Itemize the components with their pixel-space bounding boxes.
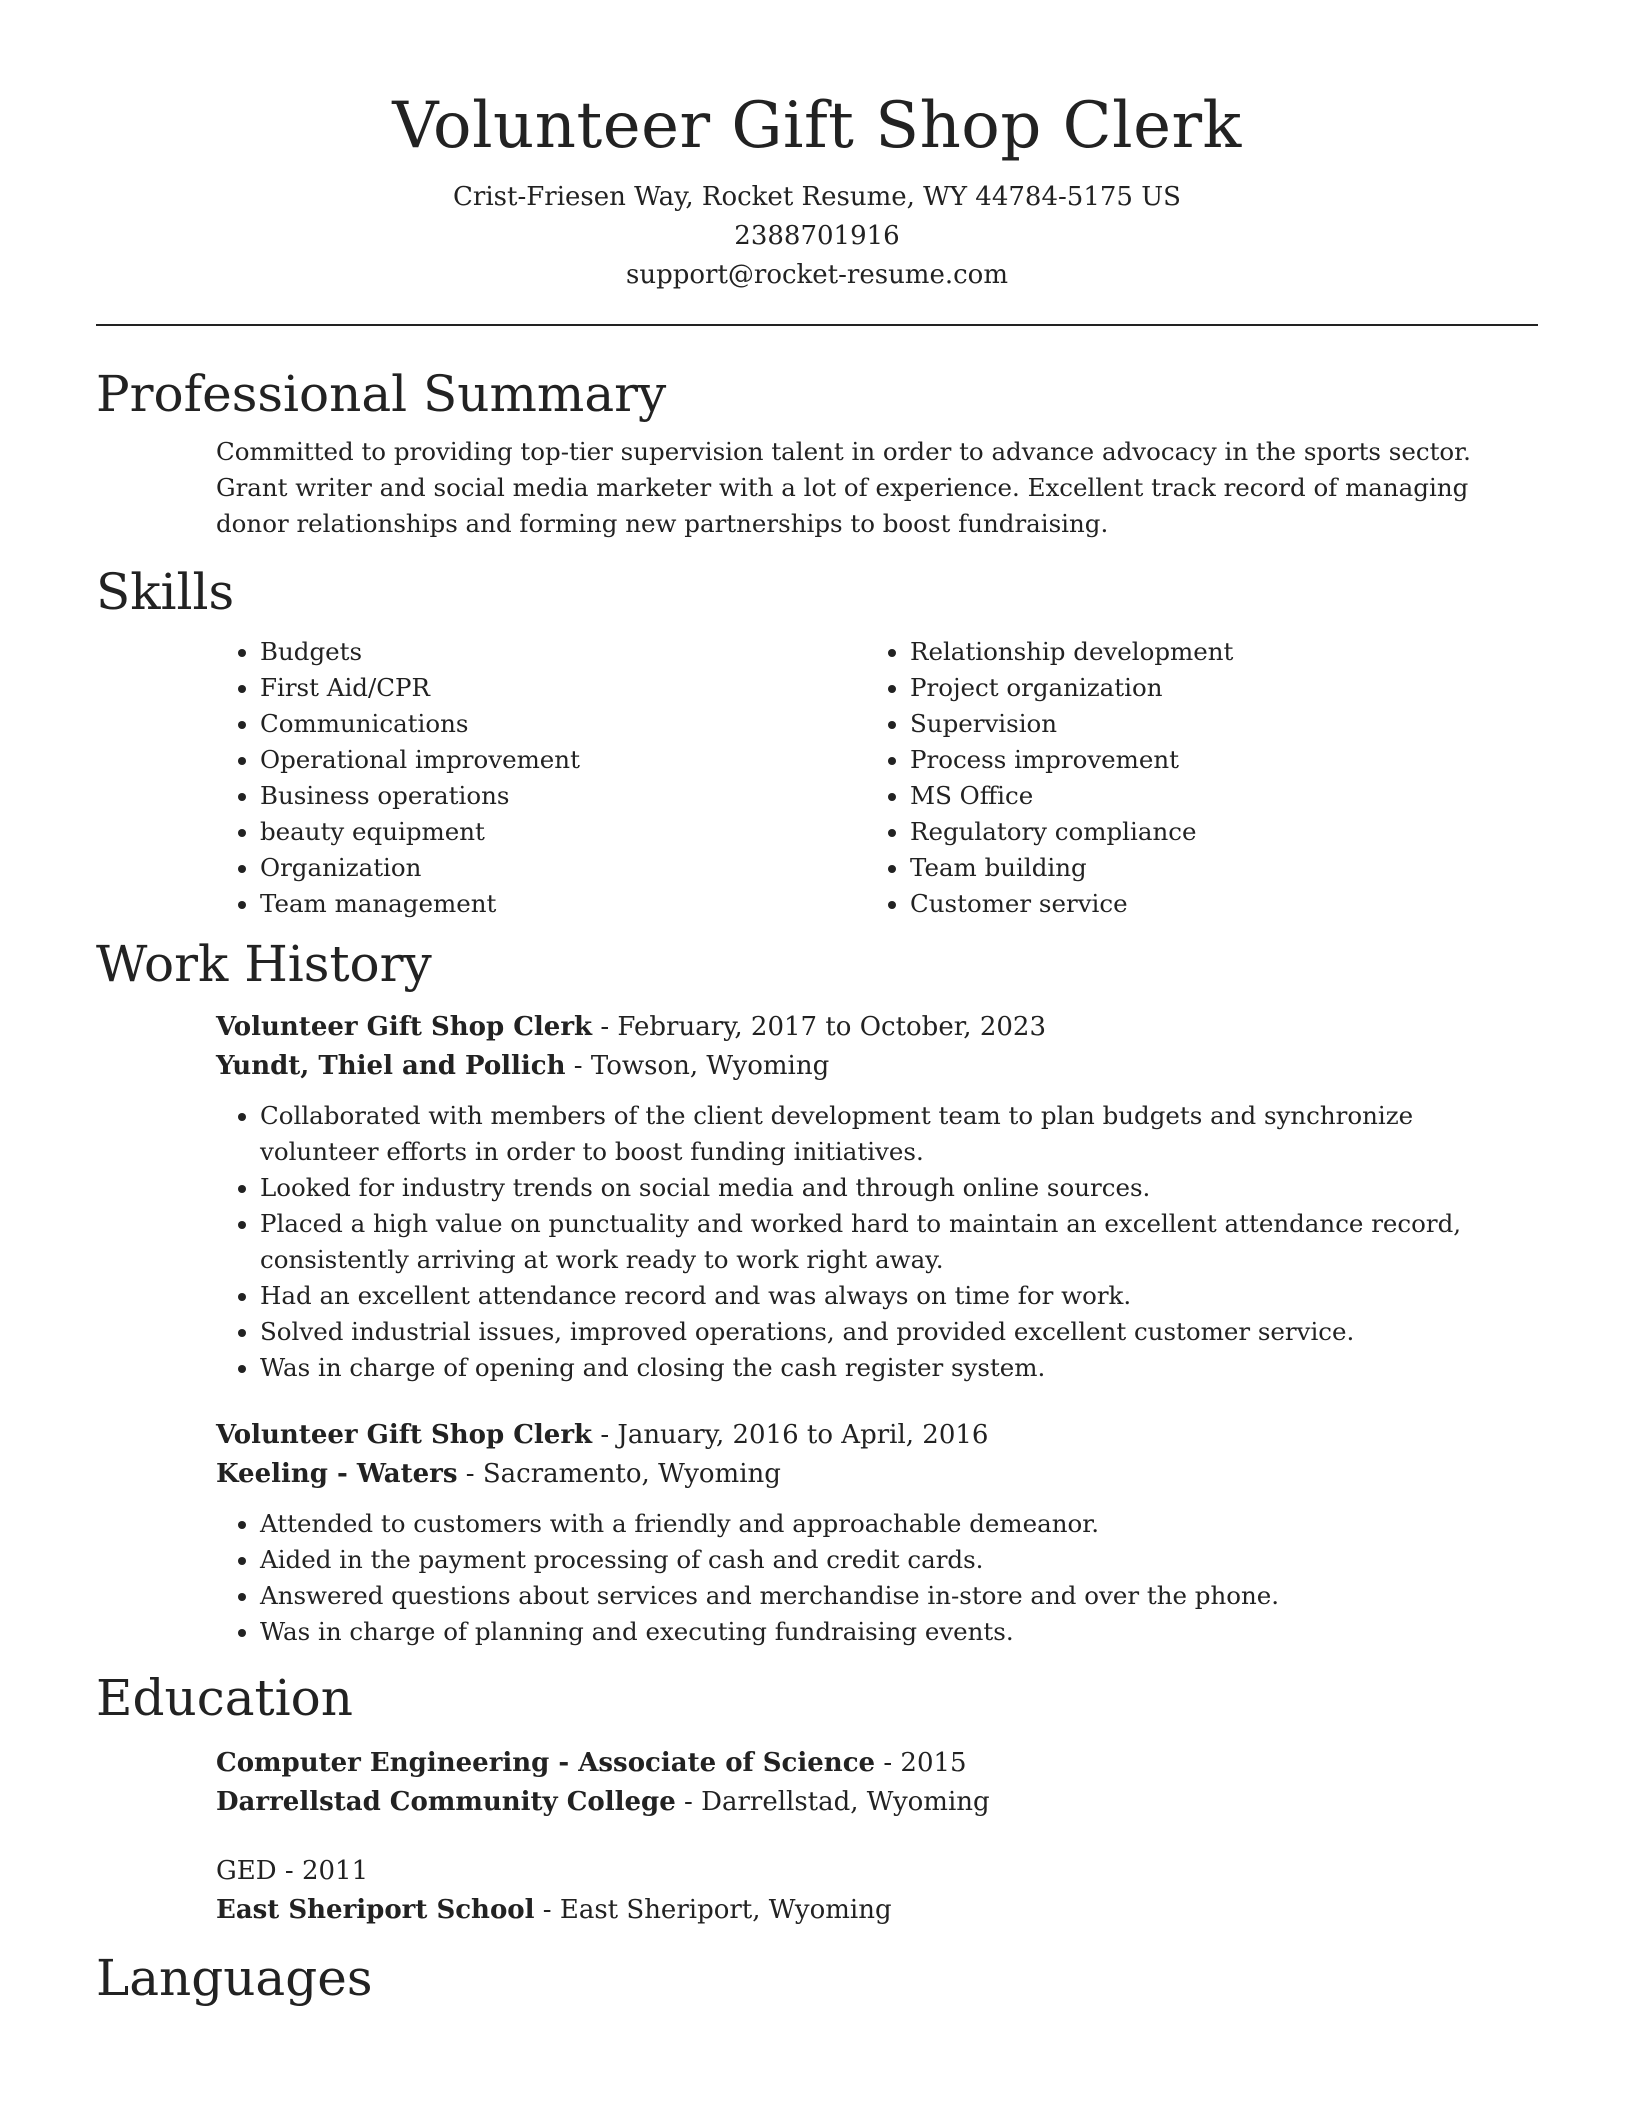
job-company-line: Keeling - Waters - Sacramento, Wyoming [216, 1459, 781, 1489]
job-role: Volunteer Gift Shop Clerk [216, 1420, 593, 1450]
skill-item: • beauty equipment [260, 814, 866, 850]
job-title-line: Volunteer Gift Shop Clerk - February, 2017 to October, 2023 [216, 1012, 1046, 1042]
job-duties [216, 1098, 1516, 1386]
contact-address: Crist-Friesen Way, Rocket Resume, WY 44784-5175 US [453, 182, 1181, 212]
job-company: Keeling - Waters [216, 1459, 458, 1489]
job-location: Sacramento, Wyoming [482, 1459, 781, 1489]
job-dates: January, 2016 to April, 2016 [617, 1420, 989, 1450]
job-entry [216, 1008, 1538, 1386]
education-section [96, 1668, 1538, 1930]
education-year: 2011 [301, 1856, 369, 1886]
education-school: Darrellstad Community College [216, 1787, 676, 1817]
education-location: Darrellstad, Wyoming [701, 1787, 990, 1817]
candidate-name: Volunteer Gift Shop Clerk [392, 89, 1242, 163]
skill-item: • Budgets [260, 634, 866, 670]
contact-phone: 2388701916 [734, 221, 900, 251]
education-degree: GED [216, 1856, 277, 1886]
job-duty: • Aided in the payment processing of cash and credit cards. [260, 1542, 1516, 1578]
skills-section [96, 562, 1538, 922]
education-degree-line: GED - 2011 [216, 1856, 369, 1886]
job-duty: • Placed a high value on punctuality and worked hard to maintain an excellent attendance record, consistently arriving at work ready to work right away. [260, 1206, 1516, 1278]
skill-item: • Relationship development [910, 634, 1510, 670]
job-entry [216, 1416, 1538, 1650]
education-location: East Sheriport, Wyoming [559, 1895, 892, 1925]
skills-list-right [866, 634, 1510, 922]
education-degree-line: Computer Engineering - Associate of Science - 2015 [216, 1748, 967, 1778]
job-location: Towson, Wyoming [590, 1051, 830, 1081]
job-duty: • Attended to customers with a friendly and approachable demeanor. [260, 1506, 1516, 1542]
education-entry [216, 1744, 1538, 1822]
education-school: East Sheriport School [216, 1895, 535, 1925]
skill-item: • First Aid/CPR [260, 670, 866, 706]
job-duty: • Answered questions about services and merchandise in-store and over the phone. [260, 1578, 1516, 1614]
skill-item: • Team building [910, 850, 1510, 886]
skill-item: • Business operations [260, 778, 866, 814]
job-duty: • Solved industrial issues, improved operations, and provided excellent customer service. [260, 1314, 1516, 1350]
job-duty: • Was in charge of opening and closing the cash register system. [260, 1350, 1516, 1386]
education-school-line: East Sheriport School - East Sheriport, Wyoming [216, 1895, 892, 1925]
job-company-line: Yundt, Thiel and Pollich - Towson, Wyoming [216, 1051, 830, 1081]
resume-page [96, 0, 1538, 2008]
summary-heading: Professional Summary [96, 365, 667, 423]
skill-item: • Customer service [910, 886, 1510, 922]
header-divider [96, 324, 1538, 326]
skills-grid [216, 634, 1538, 922]
job-duty: • Looked for industry trends on social media and through online sources. [260, 1170, 1516, 1206]
job-dates: February, 2017 to October, 2023 [617, 1012, 1046, 1042]
education-degree: Computer Engineering - Associate of Science [216, 1748, 876, 1778]
job-duties [216, 1506, 1516, 1650]
skill-item: • MS Office [910, 778, 1510, 814]
skill-item: • Operational improvement [260, 742, 866, 778]
languages-heading: Languages [96, 1949, 373, 2007]
job-duty: • Was in charge of planning and executing fundraising events. [260, 1614, 1516, 1650]
skills-heading: Skills [96, 563, 235, 621]
languages-section [96, 1948, 1538, 2008]
summary-section [96, 364, 1538, 542]
job-company: Yundt, Thiel and Pollich [216, 1051, 566, 1081]
summary-text: Committed to providing top-tier supervision talent in order to advance advocacy in the sports sector. Grant writer and social media marketer with a lot of experience. Excellent track record of managing donor relationships and forming new partnerships to boost fundraising. [216, 437, 1471, 538]
education-heading: Education [96, 1669, 353, 1727]
work-history-heading: Work History [96, 935, 432, 993]
job-title-line: Volunteer Gift Shop Clerk - January, 2016 to April, 2016 [216, 1420, 989, 1450]
job-duty: • Had an excellent attendance record and was always on time for work. [260, 1278, 1516, 1314]
skill-item: • Project organization [910, 670, 1510, 706]
education-year: 2015 [900, 1748, 967, 1778]
contact-info [96, 178, 1538, 295]
skill-item: • Regulatory compliance [910, 814, 1510, 850]
skill-item: • Organization [260, 850, 866, 886]
job-duty: • Collaborated with members of the client development team to plan budgets and synchronize volunteer efforts in order to boost funding initiatives. [260, 1098, 1516, 1170]
contact-email: support@rocket-resume.com [625, 260, 1008, 290]
resume-header [96, 0, 1538, 295]
skill-item: • Team management [260, 886, 866, 922]
skills-list-left [216, 634, 866, 922]
skill-item: • Communications [260, 706, 866, 742]
education-entry [216, 1852, 1538, 1930]
education-school-line: Darrellstad Community College - Darrellstad, Wyoming [216, 1787, 990, 1817]
work-history-section [96, 934, 1538, 1650]
job-role: Volunteer Gift Shop Clerk [216, 1012, 593, 1042]
skill-item: • Supervision [910, 706, 1510, 742]
skill-item: • Process improvement [910, 742, 1510, 778]
